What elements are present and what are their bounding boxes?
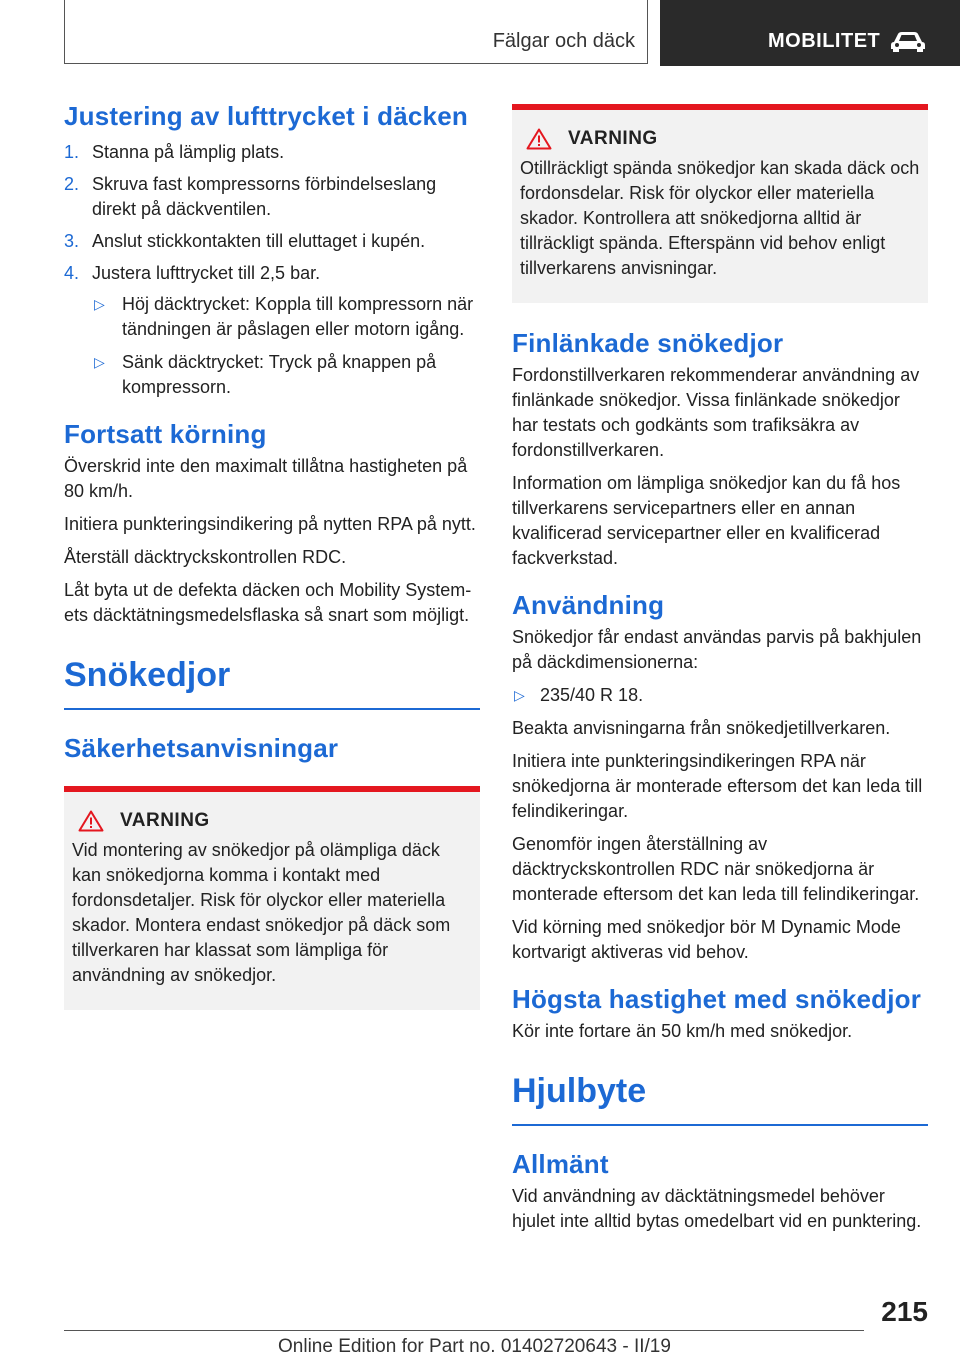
- step-item: [64, 172, 480, 222]
- step-number: 4.: [64, 263, 80, 283]
- header-section-title: Fälgar och däck: [492, 30, 635, 52]
- paragraph: Låt byta ut de defekta däcken och Mobility Systemets däcktätningsmedelsflaska så snart som möjligt.: [64, 580, 472, 625]
- step-number: 3.: [64, 231, 80, 251]
- step-item: [64, 229, 480, 254]
- car-icon: [890, 30, 926, 52]
- bullet-text: 235/40 R 18.: [540, 685, 644, 705]
- substep-text: Sänk däcktrycket: Tryck på knappen på kompressorn.: [122, 352, 437, 397]
- heading-continue-driving: Fortsatt körning: [64, 419, 267, 449]
- paragraph: Vid körning med snökedjor bör M Dynamic Mode kortvarigt aktiveras vid behov.: [512, 917, 901, 962]
- triangle-bullet-icon: ▷: [94, 296, 105, 312]
- heading-rule: [512, 1124, 928, 1126]
- heading-snow-chains: Snökedjor: [64, 656, 231, 694]
- paragraph: Kör inte fortare än 50 km/h med snökedjor.: [512, 1021, 853, 1041]
- warning-box: [512, 104, 928, 303]
- heading-fine-link-chains: Finlänkade snökedjor: [512, 328, 784, 358]
- paragraph: Återställ däcktryckskontrollen RDC.: [64, 547, 347, 567]
- paragraph: Fordonstillverkaren rekommenderar användning av finlänkade snökedjor. Vissa finlänkade snökedjor har testats och godkänts som trafiksäkra av fordonstillverkaren.: [512, 365, 920, 460]
- step-text: Stanna på lämplig plats.: [92, 142, 285, 162]
- heading-max-speed: Högsta hastighet med snökedjor: [512, 984, 922, 1014]
- substep-item: [92, 292, 480, 342]
- paragraph: Genomför ingen återställning av däcktryckskontrollen RDC när snökedjorna är monterade eftersom det kan leda till felindikeringar.: [512, 834, 920, 904]
- step-text: Anslut stickkontakten till eluttaget i kupén.: [92, 231, 426, 251]
- paragraph: Vid användning av däcktätningsmedel behöver hjulet inte alltid bytas omedelbart vid en punktering.: [512, 1186, 922, 1231]
- warning-triangle-icon: [526, 128, 552, 150]
- warning-box: [64, 786, 480, 1010]
- substep-item: [92, 350, 480, 400]
- header-chapter-title: MOBILITET: [768, 30, 881, 52]
- paragraph: Överskrid inte den maximalt tillåtna hastigheten på 80 km/h.: [64, 456, 468, 501]
- triangle-bullet-icon: ▷: [514, 687, 525, 703]
- footer-rule: [64, 1330, 864, 1331]
- footer-edition: Online Edition for Part no. 01402720643 - II/19: [278, 1336, 671, 1357]
- paragraph: Initiera punkteringsindikering på nytten RPA på nytt.: [64, 514, 476, 534]
- warning-text: Vid montering av snökedjor på olämpliga däck kan snökedjorna komma i kontakt med fordonsdetaljer. Risk för olyckor eller materiella skador. Montera endast snökedjor på däck som tillverkaren har klassat som lämpliga för användning av snökedjor.: [72, 840, 451, 985]
- heading-general: Allmänt: [512, 1149, 609, 1179]
- paragraph: Information om lämpliga snökedjor kan du få hos tillverkarens servicepartners eller en annan kvalificerad servicepartner eller en kvalificerad fackverkstad.: [512, 473, 901, 568]
- heading-wheel-change: Hjulbyte: [512, 1072, 647, 1110]
- step-item: [64, 261, 480, 400]
- header-chapter-box: [660, 0, 960, 66]
- step-number: 2.: [64, 174, 80, 194]
- warning-label: VARNING: [120, 810, 210, 831]
- paragraph: Snökedjor får endast användas parvis på bakhjulen på däckdimensionerna:: [512, 627, 922, 672]
- heading-safety: Säkerhetsanvisningar: [64, 733, 339, 763]
- substeps-list: [92, 292, 480, 400]
- triangle-bullet-icon: ▷: [94, 354, 105, 370]
- page-number: 215: [881, 1296, 928, 1327]
- warning-label: VARNING: [568, 128, 658, 149]
- step-item: [64, 140, 480, 165]
- bullet-item: [512, 683, 928, 708]
- paragraph: Initiera inte punkteringsindikeringen RPA när snökedjorna är monterade eftersom det kan leda till felindikeringar.: [512, 751, 923, 821]
- step-text: Justera lufttrycket till 2,5 bar.: [92, 263, 321, 283]
- left-column: [64, 100, 480, 1010]
- heading-pressure-adjust: Justering av lufttrycket i däcken: [64, 101, 468, 131]
- steps-list: [64, 140, 480, 400]
- heading-rule: [64, 708, 480, 710]
- warning-triangle-icon: [78, 810, 104, 832]
- warning-text: Otillräckligt spända snökedjor kan skada däck och fordonsdelar. Risk för olyckor eller materiella skador. Kontrollera att snökedjorna alltid är tillräckligt spända. Efterspänn vid behov enligt tillverkarens anvisningar.: [520, 158, 920, 278]
- heading-usage: Användning: [512, 590, 665, 620]
- header-section-box: [64, 0, 648, 64]
- step-text: Skruva fast kompressorns förbindelseslang direkt på däckventilen.: [92, 174, 437, 219]
- paragraph: Beakta anvisningarna från snökedjetillverkaren.: [512, 718, 891, 738]
- substep-text: Höj däcktrycket: Koppla till kompressorn när tändningen är påslagen eller motorn igång.: [122, 294, 474, 339]
- right-column: [512, 100, 928, 1242]
- step-number: 1.: [64, 142, 80, 162]
